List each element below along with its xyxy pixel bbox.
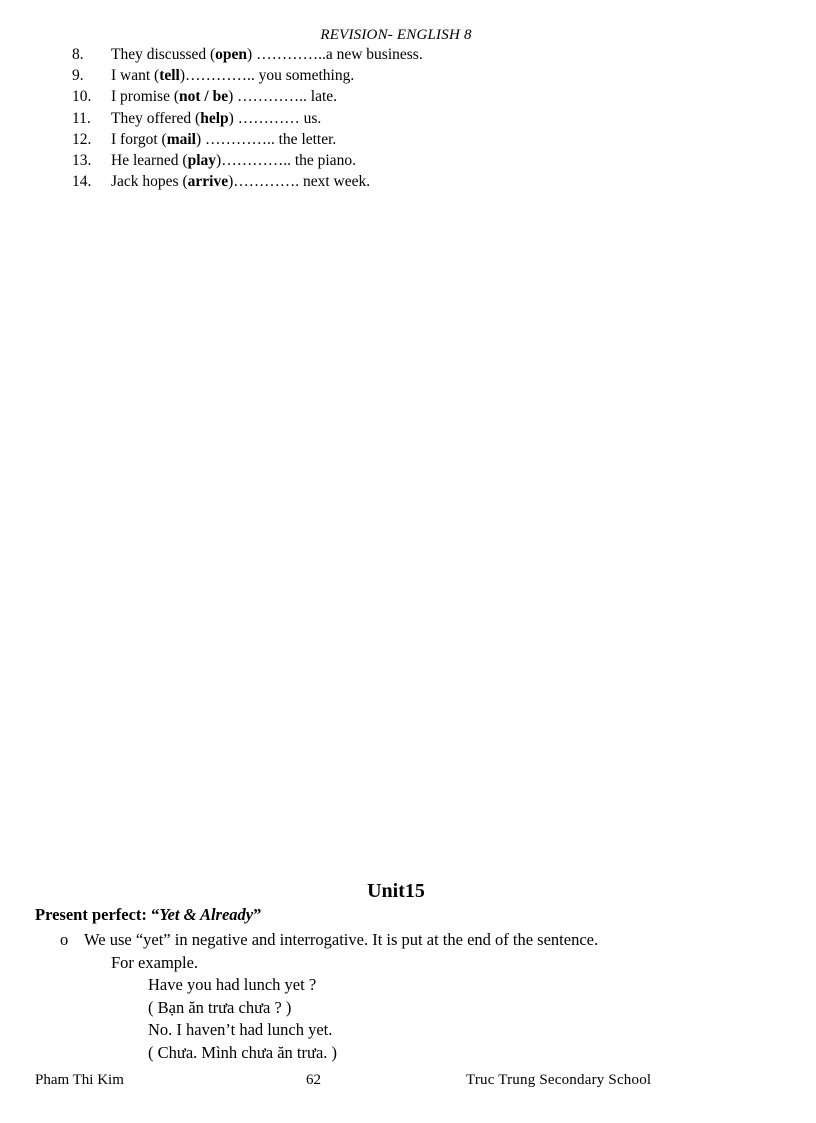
exercise-text: Jack hopes (arrive)…………. next week. [111,173,371,191]
grammar-heading: Present perfect: “Yet & Already” [35,905,262,924]
grammar-rule [60,930,598,950]
exercise-number: 10. [72,88,92,106]
exercise-verb: arrive [187,173,229,191]
exercise-text: I promise (not / be) ………….. late. [111,88,338,106]
exercise-verb: tell [159,67,180,85]
exercise-verb: help [200,109,229,127]
exercise-text: I want (tell)………….. you something. [111,67,355,85]
exercise-text: He learned (play)………….. the piano. [111,151,356,169]
exercise-item [72,110,423,131]
footer-school: Truc Trung Secondary School [466,1072,652,1088]
exercise-number: 13. [72,151,92,169]
grammar-rule-text: We use “yet” in negative and interrogative. It is put at the end of the sentence. [84,930,599,949]
bullet-icon: o [60,930,69,949]
exercise-text: They offered (help) ………… us. [111,109,322,127]
exercise-verb: open [215,46,248,63]
exercise-number: 12. [72,130,92,148]
example-intro: For example. [111,953,199,972]
exercise-text: I forgot (mail) ………….. the letter. [111,130,337,148]
exercise-item [72,152,423,173]
exercise-item [72,67,423,88]
exercise-item [72,173,423,194]
footer-author: Pham Thi Kim [35,1072,124,1088]
grammar-focus: Yet & Already [159,905,254,924]
example-line: No. I haven’t had lunch yet. [148,1020,333,1039]
exercise-verb: play [187,151,217,169]
page-header: REVISION- ENGLISH 8 [320,27,472,43]
exercise-number: 11. [72,109,91,127]
example-line: ( Bạn ăn trưa chưa ? ) [148,998,292,1017]
exercise-verb: not / be [179,88,229,106]
exercise-number: 9. [72,67,84,85]
exercise-number: 14. [72,173,92,191]
example-line: Have you had lunch yet ? [148,975,317,994]
example-line: ( Chưa. Mình chưa ăn trưa. ) [148,1043,338,1062]
exercise-item [72,131,423,152]
exercise-verb: mail [166,130,196,148]
exercise-text: They discussed (open) …………..a new business. [111,46,423,63]
footer-page-number: 62 [306,1072,321,1088]
exercise-list [72,46,423,194]
unit-title: Unit15 [367,880,425,902]
exercise-item [72,46,423,67]
exercise-number: 8. [72,46,84,63]
exercise-item [72,88,423,109]
